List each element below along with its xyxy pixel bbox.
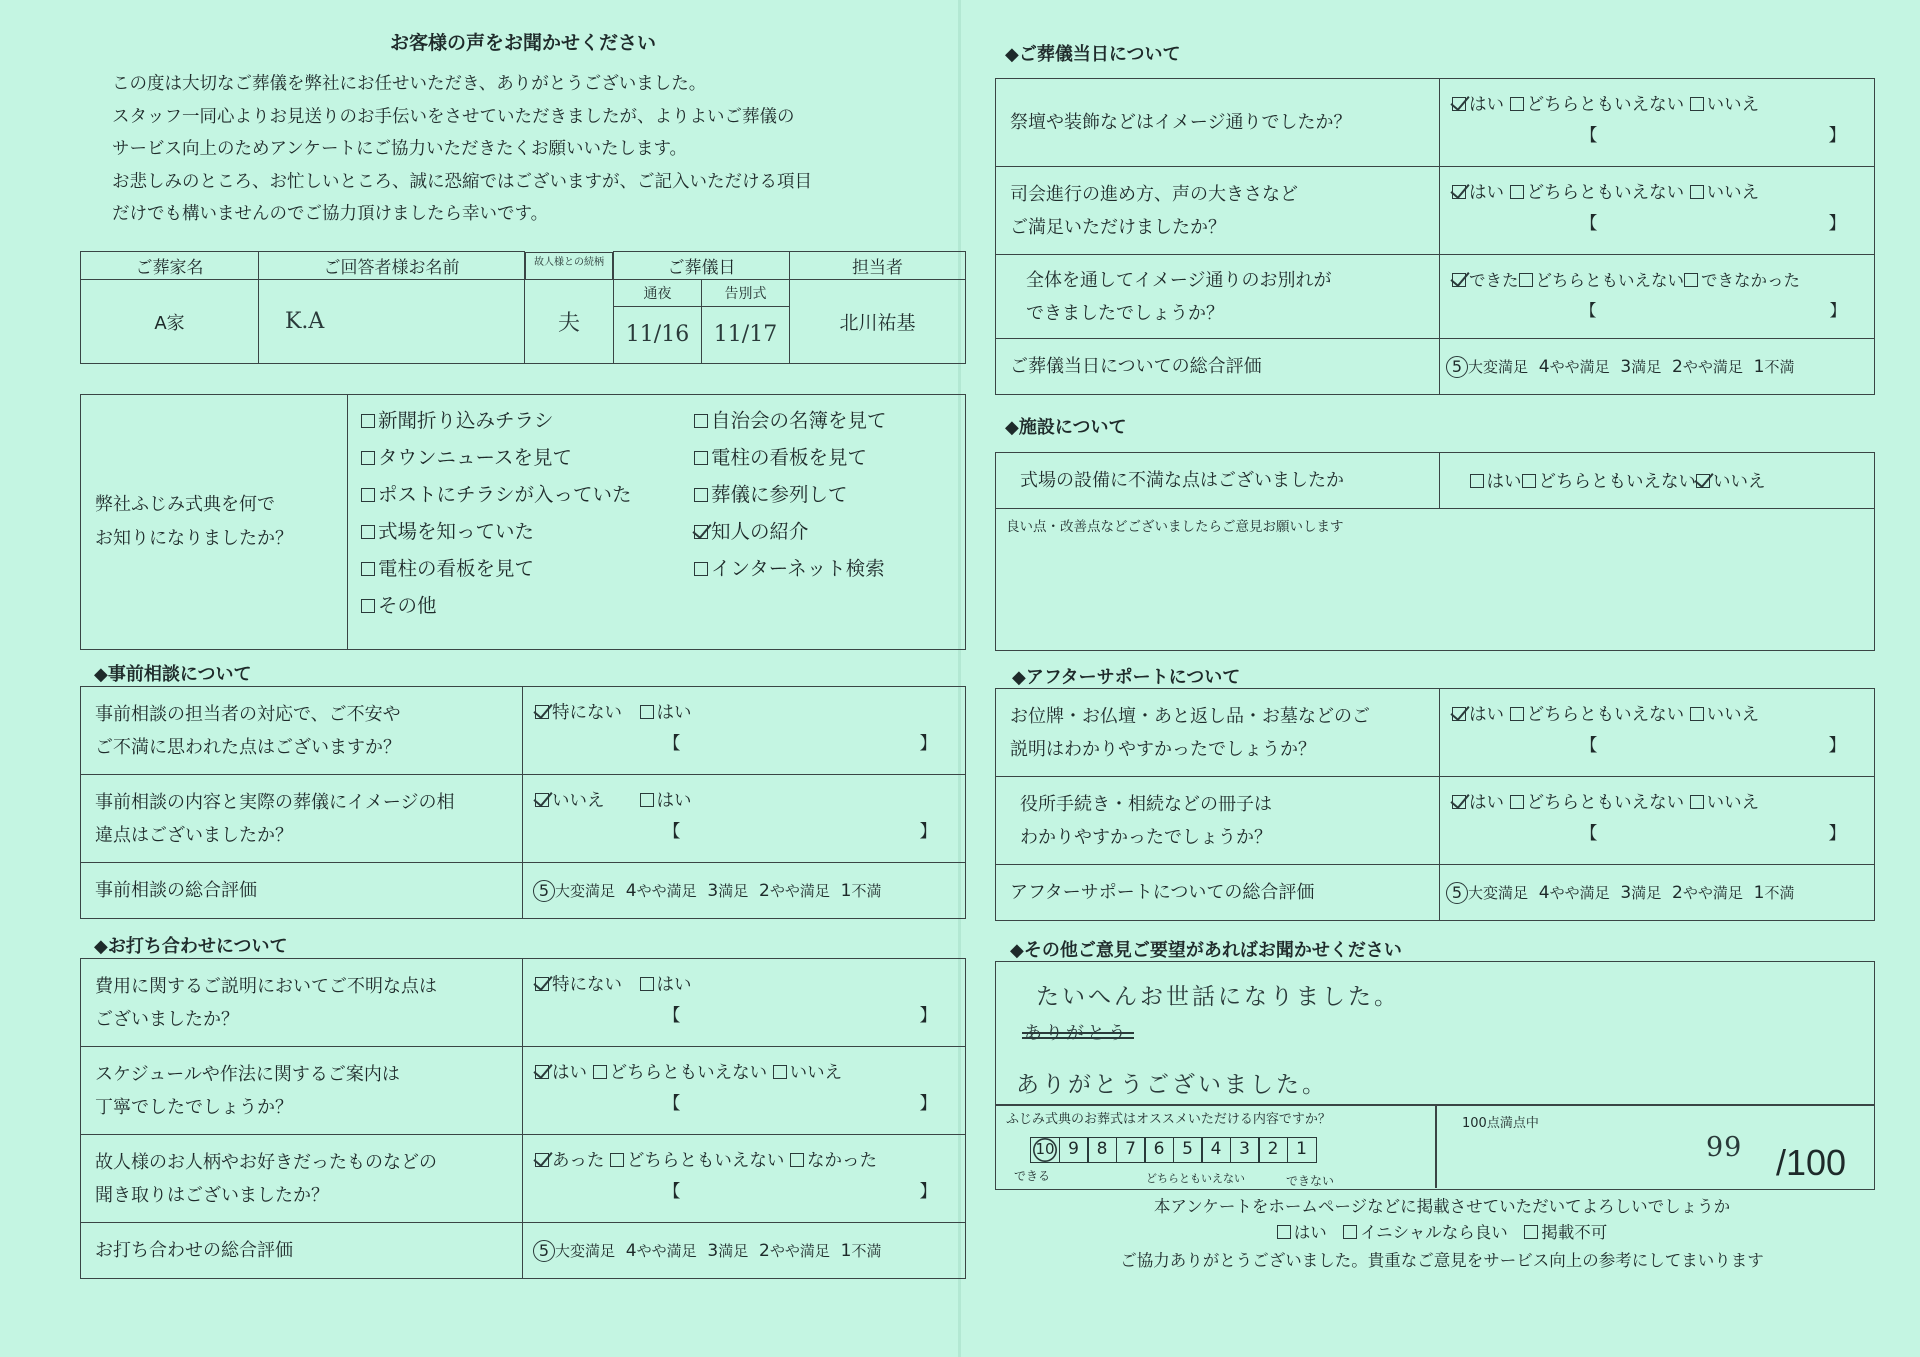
checkbox-checked-icon[interactable]: [1452, 707, 1466, 721]
source-option[interactable]: タウンニュースを見て: [361, 442, 572, 470]
source-option[interactable]: 自治会の名簿を見て: [694, 405, 887, 433]
prior-table: [80, 686, 966, 919]
publish-question: 本アンケートをホームページなどに掲載させていただいてよろしいでしょうか: [1153, 1197, 1731, 1216]
source-option-checked[interactable]: 知人の紹介: [694, 516, 809, 544]
publish-options: はい イニシャルなら良い 掲載不可: [992, 1219, 1892, 1243]
facility-comment-box[interactable]: 良い点・改善点などございましたらご意見お願いします: [996, 509, 1875, 651]
checkbox-icon: [361, 451, 375, 465]
dayof-q4: ご葬儀当日についての総合評価: [996, 339, 1440, 395]
strikethrough-line: [1022, 1037, 1134, 1039]
recommend-question: ふじみ式典のお葬式はオススメいただける内容ですか？: [1006, 1112, 1331, 1127]
facility-q1-answer: はい どちらともいえない いいえ: [1440, 453, 1875, 509]
checkbox-checked-icon[interactable]: [1452, 185, 1466, 199]
checkbox-icon[interactable]: [1343, 1225, 1357, 1239]
checkbox-icon: [361, 525, 375, 539]
scale-cell[interactable]: 5: [1173, 1137, 1203, 1163]
checkbox-icon[interactable]: [1510, 185, 1524, 199]
circled-rating[interactable]: 5: [533, 880, 555, 902]
checkbox-checked-icon: [694, 525, 708, 539]
checkbox-icon[interactable]: [640, 793, 654, 807]
prior-q3: 事前相談の総合評価: [81, 863, 523, 919]
checkbox-icon[interactable]: [1690, 795, 1704, 809]
checkbox-icon: [361, 562, 375, 576]
scale-cell[interactable]: 8: [1087, 1137, 1117, 1163]
checkbox-icon: [361, 488, 375, 502]
source-option[interactable]: 葬儀に参列して: [694, 479, 848, 507]
prior-q1: 事前相談の担当者の対応で、ご不安や ご不満に思われた点はございますか？: [81, 687, 523, 775]
checkbox-checked-icon[interactable]: [535, 1065, 549, 1079]
checkbox-icon[interactable]: [1522, 474, 1536, 488]
source-option[interactable]: インターネット検索: [694, 553, 885, 581]
funeral-info-table: [80, 251, 966, 364]
respondent-name: K.A: [259, 280, 525, 364]
intro-text: この度は大切なご葬儀を弊社にお任せいただき、ありがとうございました。 スタッフ一同心よりお見送りのお手伝いをさせていただきましたが、よりよいご葬儀の サービス向上のためアンケートにご協力いただきたくお願いいたします。 お悲しみのところ、お忙しいところ、誠に恐縮ではございますが、ご記入いただける項目 だけでも構いませんのでご協力頂けましたら幸いです。: [112, 74, 812, 224]
dayof-q2-answer: はい どちらともいえない いいえ 【 】: [1440, 167, 1875, 255]
checkbox-icon[interactable]: [1470, 474, 1484, 488]
checkbox-icon: [694, 414, 708, 428]
header-family: ご葬家名: [81, 252, 259, 280]
meeting-q1: 費用に関するご説明においてご不明な点は ございましたか？: [81, 959, 523, 1047]
survey-title: お客様の声をお聞かせください: [389, 32, 656, 54]
scale-cell[interactable]: 2: [1258, 1137, 1288, 1163]
after-q2-answer: はい どちらともいえない いいえ 【 】: [1440, 777, 1875, 865]
header-date: ご葬儀日: [614, 252, 790, 280]
checkbox-icon[interactable]: [1277, 1225, 1291, 1239]
checkbox-icon: [361, 599, 375, 613]
section-after: ◆アフターサポートについて: [1012, 667, 1241, 688]
header-staff: 担当者: [790, 252, 966, 280]
source-option[interactable]: ポストにチラシが入っていた: [361, 479, 632, 507]
meeting-rating: 5 大変満足 4やや満足 3満足 2やや満足 1不満: [523, 1223, 966, 1279]
checkbox-icon[interactable]: [1690, 707, 1704, 721]
checkbox-icon[interactable]: [1524, 1225, 1538, 1239]
meeting-q2: スケジュールや作法に関するご案内は 丁寧でしたでしょうか？: [81, 1047, 523, 1135]
funeral-date: 11/17: [702, 306, 790, 363]
header-funeral: 告別式: [702, 280, 790, 307]
source-option[interactable]: 新聞折り込みチラシ: [361, 405, 554, 433]
section-facility: ◆施設について: [1005, 417, 1127, 438]
checkbox-icon[interactable]: [1690, 97, 1704, 111]
after-q1-answer: はい どちらともいえない いいえ 【 】: [1440, 689, 1875, 777]
scale-label-can: できる: [1014, 1169, 1051, 1183]
prior-rating: 5 大変満足 4やや満足 3満足 2やや満足 1不満: [523, 863, 966, 919]
checkbox-icon[interactable]: [1510, 97, 1524, 111]
checkbox-icon[interactable]: [1510, 707, 1524, 721]
circled-rating[interactable]: 5: [1446, 356, 1468, 378]
thanks-text: ご協力ありがとうございました。貴重なご意見をサービス向上の参考にしてまいります: [1120, 1251, 1764, 1270]
checkbox-icon: [361, 414, 375, 428]
checkbox-icon[interactable]: [1510, 795, 1524, 809]
scale-cell[interactable]: 4: [1201, 1137, 1231, 1163]
checkbox-checked-icon[interactable]: [535, 705, 549, 719]
section-dayof: ◆ご葬儀当日について: [1005, 44, 1181, 65]
scale-cell[interactable]: 6: [1144, 1137, 1174, 1163]
after-table: [995, 688, 1875, 921]
checkbox-checked-icon[interactable]: [1452, 273, 1466, 287]
checkbox-checked-icon[interactable]: [1452, 97, 1466, 111]
dayof-table: [995, 78, 1875, 395]
section-meeting: ◆お打ち合わせについて: [94, 936, 288, 957]
prior-q1-answer: 特にない はい 【 】: [523, 687, 966, 775]
checkbox-icon: [694, 451, 708, 465]
after-q2: 役所手続き・相続などの冊子は わかりやすかったでしょうか？: [996, 777, 1440, 865]
wake-date: 11/16: [614, 306, 702, 363]
source-option[interactable]: 電柱の看板を見て: [361, 553, 534, 581]
scale-label-mid: どちらともいえない: [1146, 1172, 1245, 1185]
scale-cell[interactable]: 3: [1230, 1137, 1260, 1163]
checkbox-checked-icon[interactable]: [535, 977, 549, 991]
dayof-q1-answer: はい どちらともいえない いいえ 【 】: [1440, 79, 1875, 167]
after-q1: お位牌・お仏壇・あと返し品・お墓などのご 説明はわかりやすかったでしょうか？: [996, 689, 1440, 777]
scale-label-cannot: できない: [1286, 1174, 1335, 1188]
checkbox-icon[interactable]: [1690, 185, 1704, 199]
source-question: 弊社ふじみ式典を何で お知りになりましたか？: [81, 395, 348, 650]
after-rating: 5 大変満足 4やや満足 3満足 2やや満足 1不満: [1440, 865, 1875, 921]
checkbox-checked-icon[interactable]: [535, 793, 549, 807]
checkbox-checked-icon[interactable]: [1452, 795, 1466, 809]
dayof-q3: 全体を通してイメージ通りのお別れが できましたでしょうか？: [996, 255, 1440, 339]
checkbox-icon[interactable]: [640, 705, 654, 719]
handwritten-comment: たいへんお世話になりました。: [1036, 984, 1400, 1010]
family-name: A家: [81, 280, 259, 364]
staff-name: 北川祐基: [790, 280, 966, 364]
score-max: /100: [1776, 1142, 1847, 1183]
score-value: 99: [1706, 1132, 1743, 1163]
meeting-q2-answer: はい どちらともいえない いいえ 【 】: [523, 1047, 966, 1135]
source-option[interactable]: その他: [361, 590, 437, 618]
prior-q2: 事前相談の内容と実際の葬儀にイメージの相 違点はございましたか？: [81, 775, 523, 863]
after-q3: アフターサポートについての総合評価: [996, 865, 1440, 921]
score-label: 100点満点中: [1462, 1116, 1539, 1131]
scale-cell[interactable]: 9: [1059, 1137, 1089, 1163]
checkbox-icon[interactable]: [773, 1065, 787, 1079]
dayof-q2: 司会進行の進め方、声の大きさなど ご満足いただけましたか？: [996, 167, 1440, 255]
meeting-q1-answer: 特にない はい 【 】: [523, 959, 966, 1047]
header-respondent: ご回答者様お名前: [259, 252, 525, 280]
dayof-rating: 5 大変満足 4やや満足 3満足 2やや満足 1不満: [1440, 339, 1875, 395]
meeting-q3: 故人様のお人柄やお好きだったものなどの 聞き取りはございましたか？: [81, 1135, 523, 1223]
scale-cell[interactable]: 7: [1116, 1137, 1146, 1163]
checkbox-icon[interactable]: [610, 1153, 624, 1167]
facility-table: [995, 452, 1875, 651]
facility-q1: 式場の設備に不満な点はございましたか: [996, 453, 1440, 509]
meeting-q3-answer: あった どちらともいえない なかった 【 】: [523, 1135, 966, 1223]
handwritten-comment: ありがとうございました。: [1016, 1072, 1328, 1098]
checkbox-icon[interactable]: [1684, 273, 1698, 287]
checkbox-icon: [694, 488, 708, 502]
source-option[interactable]: 電柱の看板を見て: [694, 442, 867, 470]
meeting-table: [80, 958, 966, 1279]
relation: 夫: [525, 280, 614, 364]
checkbox-checked-icon[interactable]: [535, 1153, 549, 1167]
scale-cell[interactable]: 1: [1287, 1137, 1317, 1163]
dayof-q1: 祭壇や装飾などはイメージ通りでしたか？: [996, 79, 1440, 167]
circled-rating[interactable]: 5: [1446, 882, 1468, 904]
header-relation: 故人様との続柄: [525, 252, 613, 280]
section-prior: ◆事前相談について: [94, 664, 252, 685]
section-other: ◆その他ご意見ご要望があればお聞かせください: [1010, 940, 1402, 961]
recommend-scale: [1030, 1137, 1315, 1163]
prior-q2-answer: いいえ はい 【 】: [523, 775, 966, 863]
checkbox-icon: [694, 562, 708, 576]
checkbox-icon[interactable]: [593, 1065, 607, 1079]
checkbox-icon[interactable]: [640, 977, 654, 991]
meeting-q4: お打ち合わせの総合評価: [81, 1223, 523, 1279]
dayof-q3-answer: できた どちらともいえない できなかった 【 】: [1440, 255, 1875, 339]
header-wake: 通夜: [614, 280, 702, 307]
divider: [1435, 1104, 1437, 1188]
circled-rating[interactable]: 5: [533, 1240, 555, 1262]
checkbox-checked-icon[interactable]: [1696, 474, 1710, 488]
strikethrough-line: [1022, 1032, 1134, 1034]
source-option[interactable]: 式場を知っていた: [361, 516, 534, 544]
checkbox-icon[interactable]: [1519, 273, 1533, 287]
checkbox-icon[interactable]: [790, 1153, 804, 1167]
scale-cell-selected[interactable]: 10: [1030, 1137, 1060, 1163]
